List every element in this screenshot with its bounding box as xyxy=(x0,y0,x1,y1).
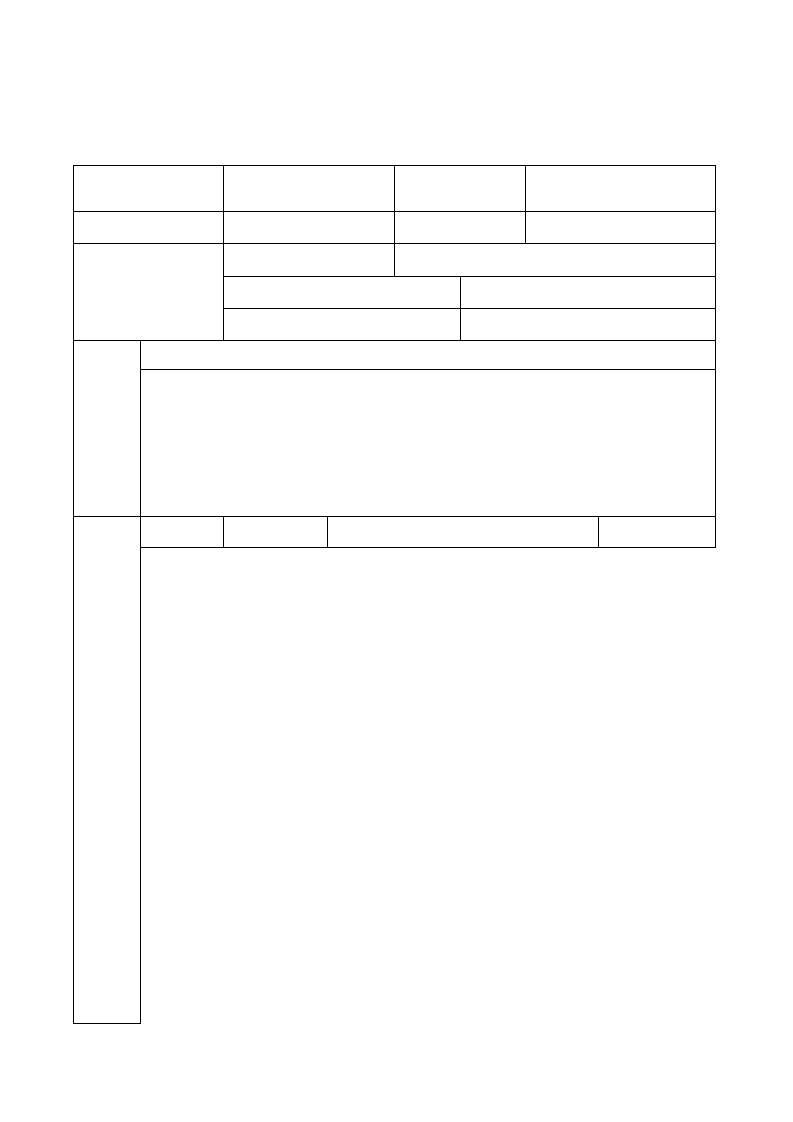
header-level1 xyxy=(140,516,224,548)
header-level3 xyxy=(327,516,599,548)
project-name-value xyxy=(223,165,395,212)
funds-fiscal-label xyxy=(223,276,461,309)
indicators-label-cell xyxy=(73,516,141,1024)
funds-other-value xyxy=(460,308,716,341)
dept-value xyxy=(223,211,395,244)
annual-goals xyxy=(140,369,716,517)
header-value xyxy=(598,516,716,548)
impl-label xyxy=(394,211,526,244)
funds-other-label xyxy=(223,308,461,341)
funds-label xyxy=(73,243,224,341)
impl-value xyxy=(525,211,716,244)
header-level2 xyxy=(223,516,328,548)
annual-goal-header xyxy=(140,340,716,370)
funds-fiscal-value xyxy=(460,276,716,309)
project-contact-value xyxy=(525,165,716,212)
project-contact-label xyxy=(394,165,526,212)
funds-total-label xyxy=(223,243,395,277)
funds-total-value xyxy=(394,243,716,277)
overall-goal-label-cell xyxy=(73,340,141,517)
dept-label xyxy=(73,211,224,244)
project-name-label xyxy=(73,165,224,212)
